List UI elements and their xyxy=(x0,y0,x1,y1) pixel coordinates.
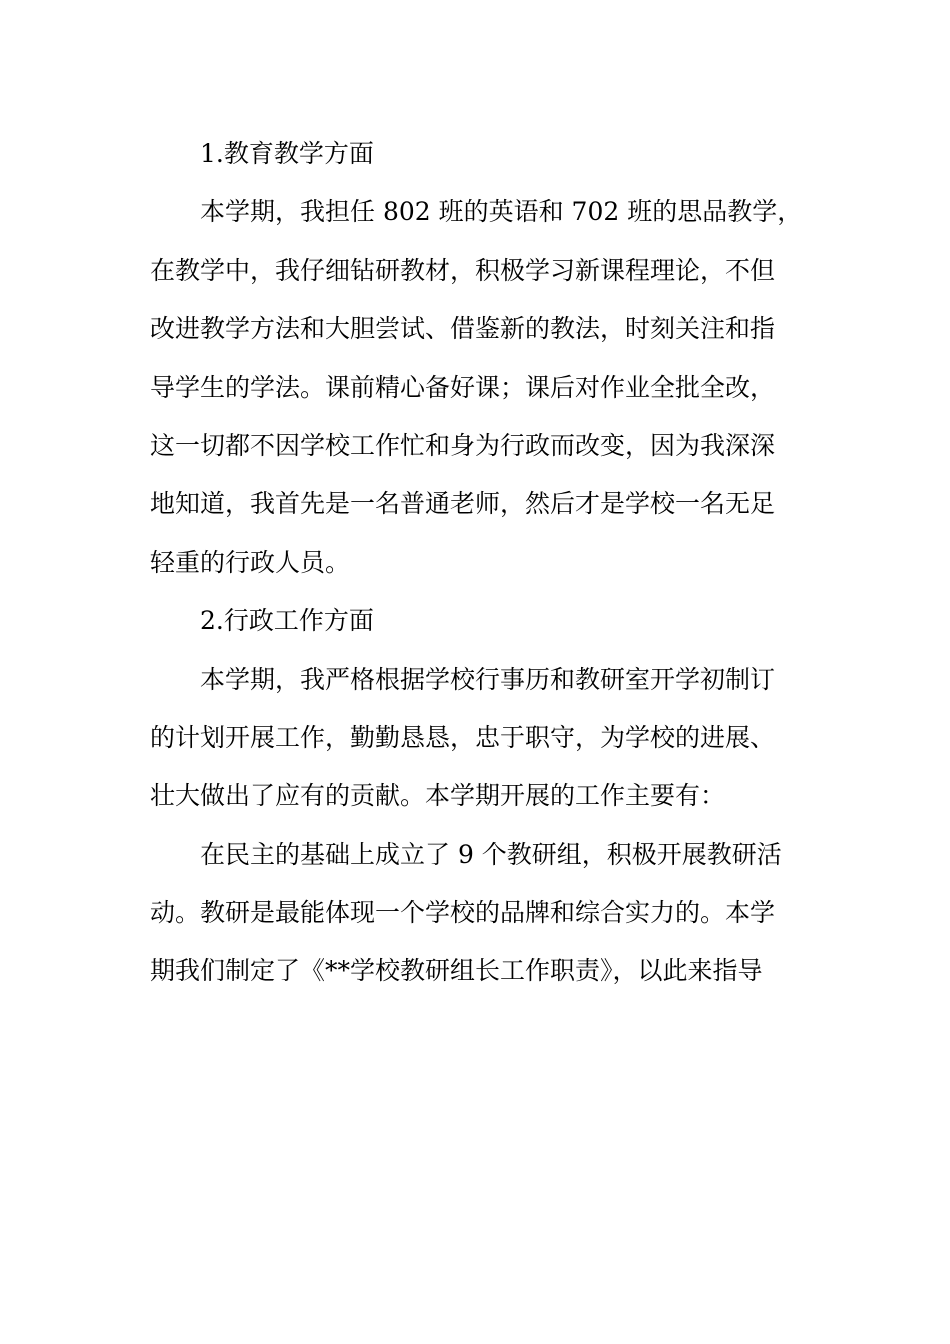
paragraph-line: 期我们制定了《**学校教研组长工作职责》，以此来指导 xyxy=(150,956,763,986)
paragraph-line: 本学期，我严格根据学校行事历和教研室开学初制订 xyxy=(200,664,776,694)
paragraph-line: 本学期，我担任 802 班的英语和 702 班的思品教学， xyxy=(200,197,803,227)
section-heading-teaching: 1.教育教学方面 xyxy=(200,139,374,168)
paragraph-line: 的计划开展工作，勤勤恳恳，忠于职守，为学校的进展、 xyxy=(150,722,776,752)
paragraph-line: 在民主的基础上成立了 9 个教研组，积极开展教研活 xyxy=(200,839,782,869)
section-heading-admin: 2.行政工作方面 xyxy=(200,606,374,636)
paragraph-line: 导学生的学法。课前精心备好课；课后对作业全批全改， xyxy=(150,372,776,402)
document-body xyxy=(150,125,803,1001)
paragraph-line: 这一切都不因学校工作忙和身为行政而改变，因为我深深 xyxy=(150,430,776,460)
paragraph-line: 动。教研是最能体现一个学校的品牌和综合实力的。本学 xyxy=(150,898,776,928)
paragraph-line: 改进教学方法和大胆尝试、借鉴新的教法，时刻关注和指 xyxy=(150,314,776,344)
paragraph-line: 壮大做出了应有的贡献。本学期开展的工作主要有： xyxy=(150,781,726,811)
paragraph-line: 在教学中，我仔细钻研教材，积极学习新课程理论，不但 xyxy=(150,255,776,285)
paragraph-line: 地知道，我首先是一名普通老师，然后才是学校一名无足 xyxy=(150,489,776,519)
paragraph-line: 轻重的行政人员。 xyxy=(150,547,351,577)
